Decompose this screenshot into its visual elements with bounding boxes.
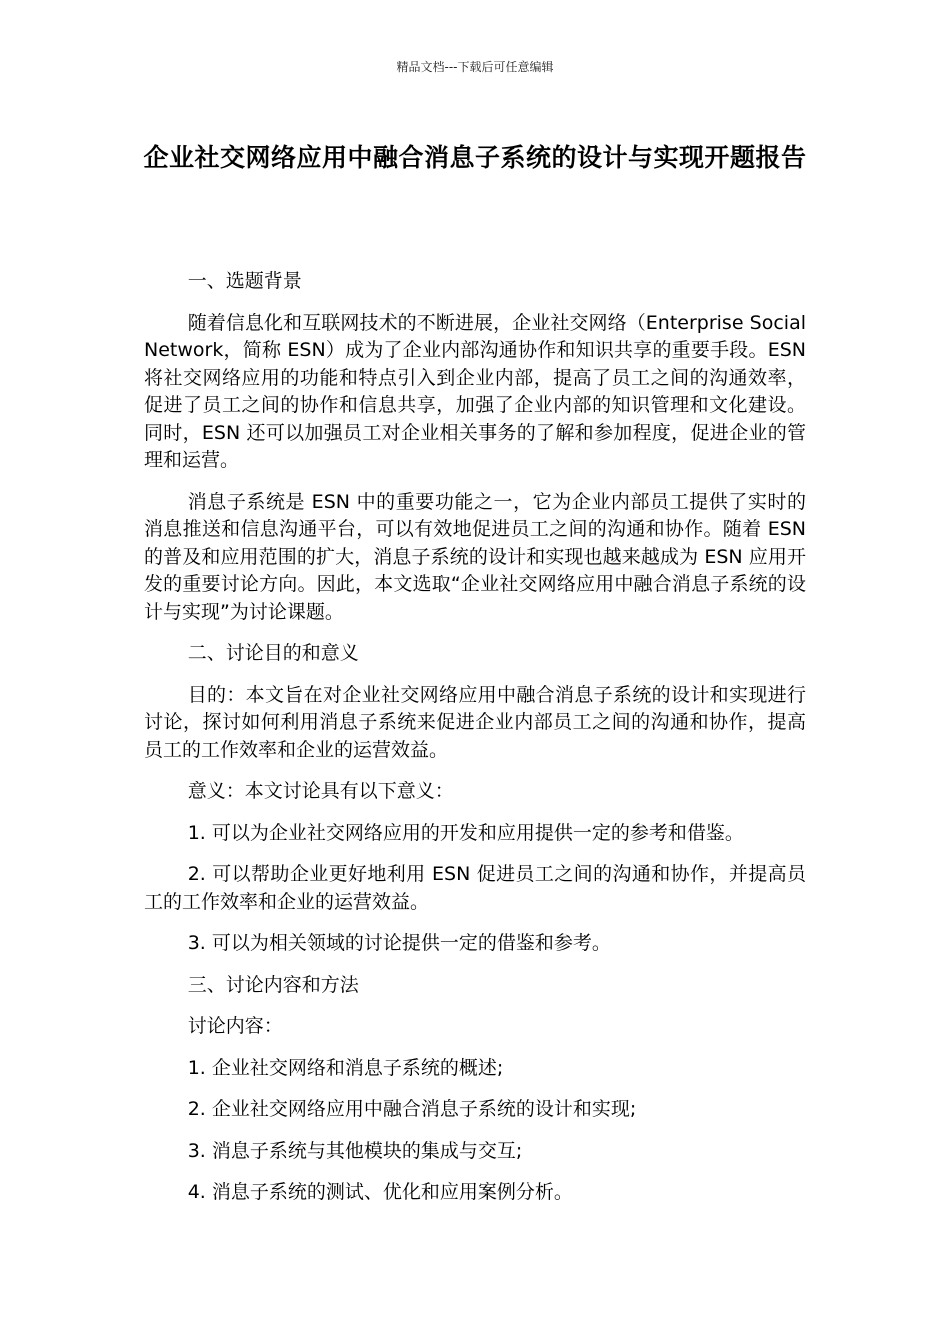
section-heading-purpose: 二、讨论目的和意义 (187, 642, 359, 664)
list-item: 1. 企业社交网络和消息子系统的概述; (187, 1056, 504, 1079)
document-title: 企业社交网络应用中融合消息子系统的设计与实现开题报告 (143, 143, 807, 172)
paragraph: 消息子系统是 ESN 中的重要功能之一，它为企业内部员工提供了实时的消息推送和信息沟通平台，可以有效地促进员工之间的沟通和协作。随着 ESN 的普及和应用范围的扩大，消息子系统的设计和实现也越来越成为 ESN 应用开发的重要讨论方向。因此，本文选取“企业社交网络应用中融合消息子系统的设计与实现”为讨论课题。 (144, 490, 806, 623)
paragraph: 讨论内容： (187, 1015, 283, 1037)
list-item: 4. 消息子系统的测试、优化和应用案例分析。 (187, 1181, 573, 1203)
list-item: 2. 可以帮助企业更好地利用 ESN 促进员工之间的沟通和协作，并提高员工的工作效率和企业的运营效益。 (144, 863, 806, 913)
document-body (144, 268, 806, 1221)
list-item: 1. 可以为企业社交网络应用的开发和应用提供一定的参考和借鉴。 (187, 821, 744, 844)
header-note: 精品文档---下载后可任意编辑 (396, 60, 554, 74)
list-item: 3. 消息子系统与其他模块的集成与交互; (187, 1139, 523, 1162)
list-item: 2. 企业社交网络应用中融合消息子系统的设计和实现; (187, 1098, 637, 1120)
paragraph: 目的：本文旨在对企业社交网络应用中融合消息子系统的设计和实现进行讨论，探讨如何利用消息子系统来促进企业内部员工之间的沟通和协作，提高员工的工作效率和企业的运营效益。 (144, 683, 806, 761)
paragraph: 意义：本文讨论具有以下意义： (187, 780, 454, 802)
paragraph: 随着信息化和互联网技术的不断进展，企业社交网络（Enterprise Social Network，简称 ESN）成为了企业内部沟通协作和知识共享的重要手段。ESN 将社交网络应用的功能和特点引入到企业内部，提高了员工之间的沟通效率，促进了员工之间的协作和信息共享，加强了企业内部的知识管理和文化建设。同时，ESN 还可以加强员工对企业相关事务的了解和参加程度，促进企业的管理和运营。 (144, 311, 806, 471)
section-heading-background: 一、选题背景 (187, 270, 302, 292)
list-item: 3. 可以为相关领域的讨论提供一定的借鉴和参考。 (187, 932, 611, 954)
section-heading-content: 三、讨论内容和方法 (187, 973, 359, 996)
